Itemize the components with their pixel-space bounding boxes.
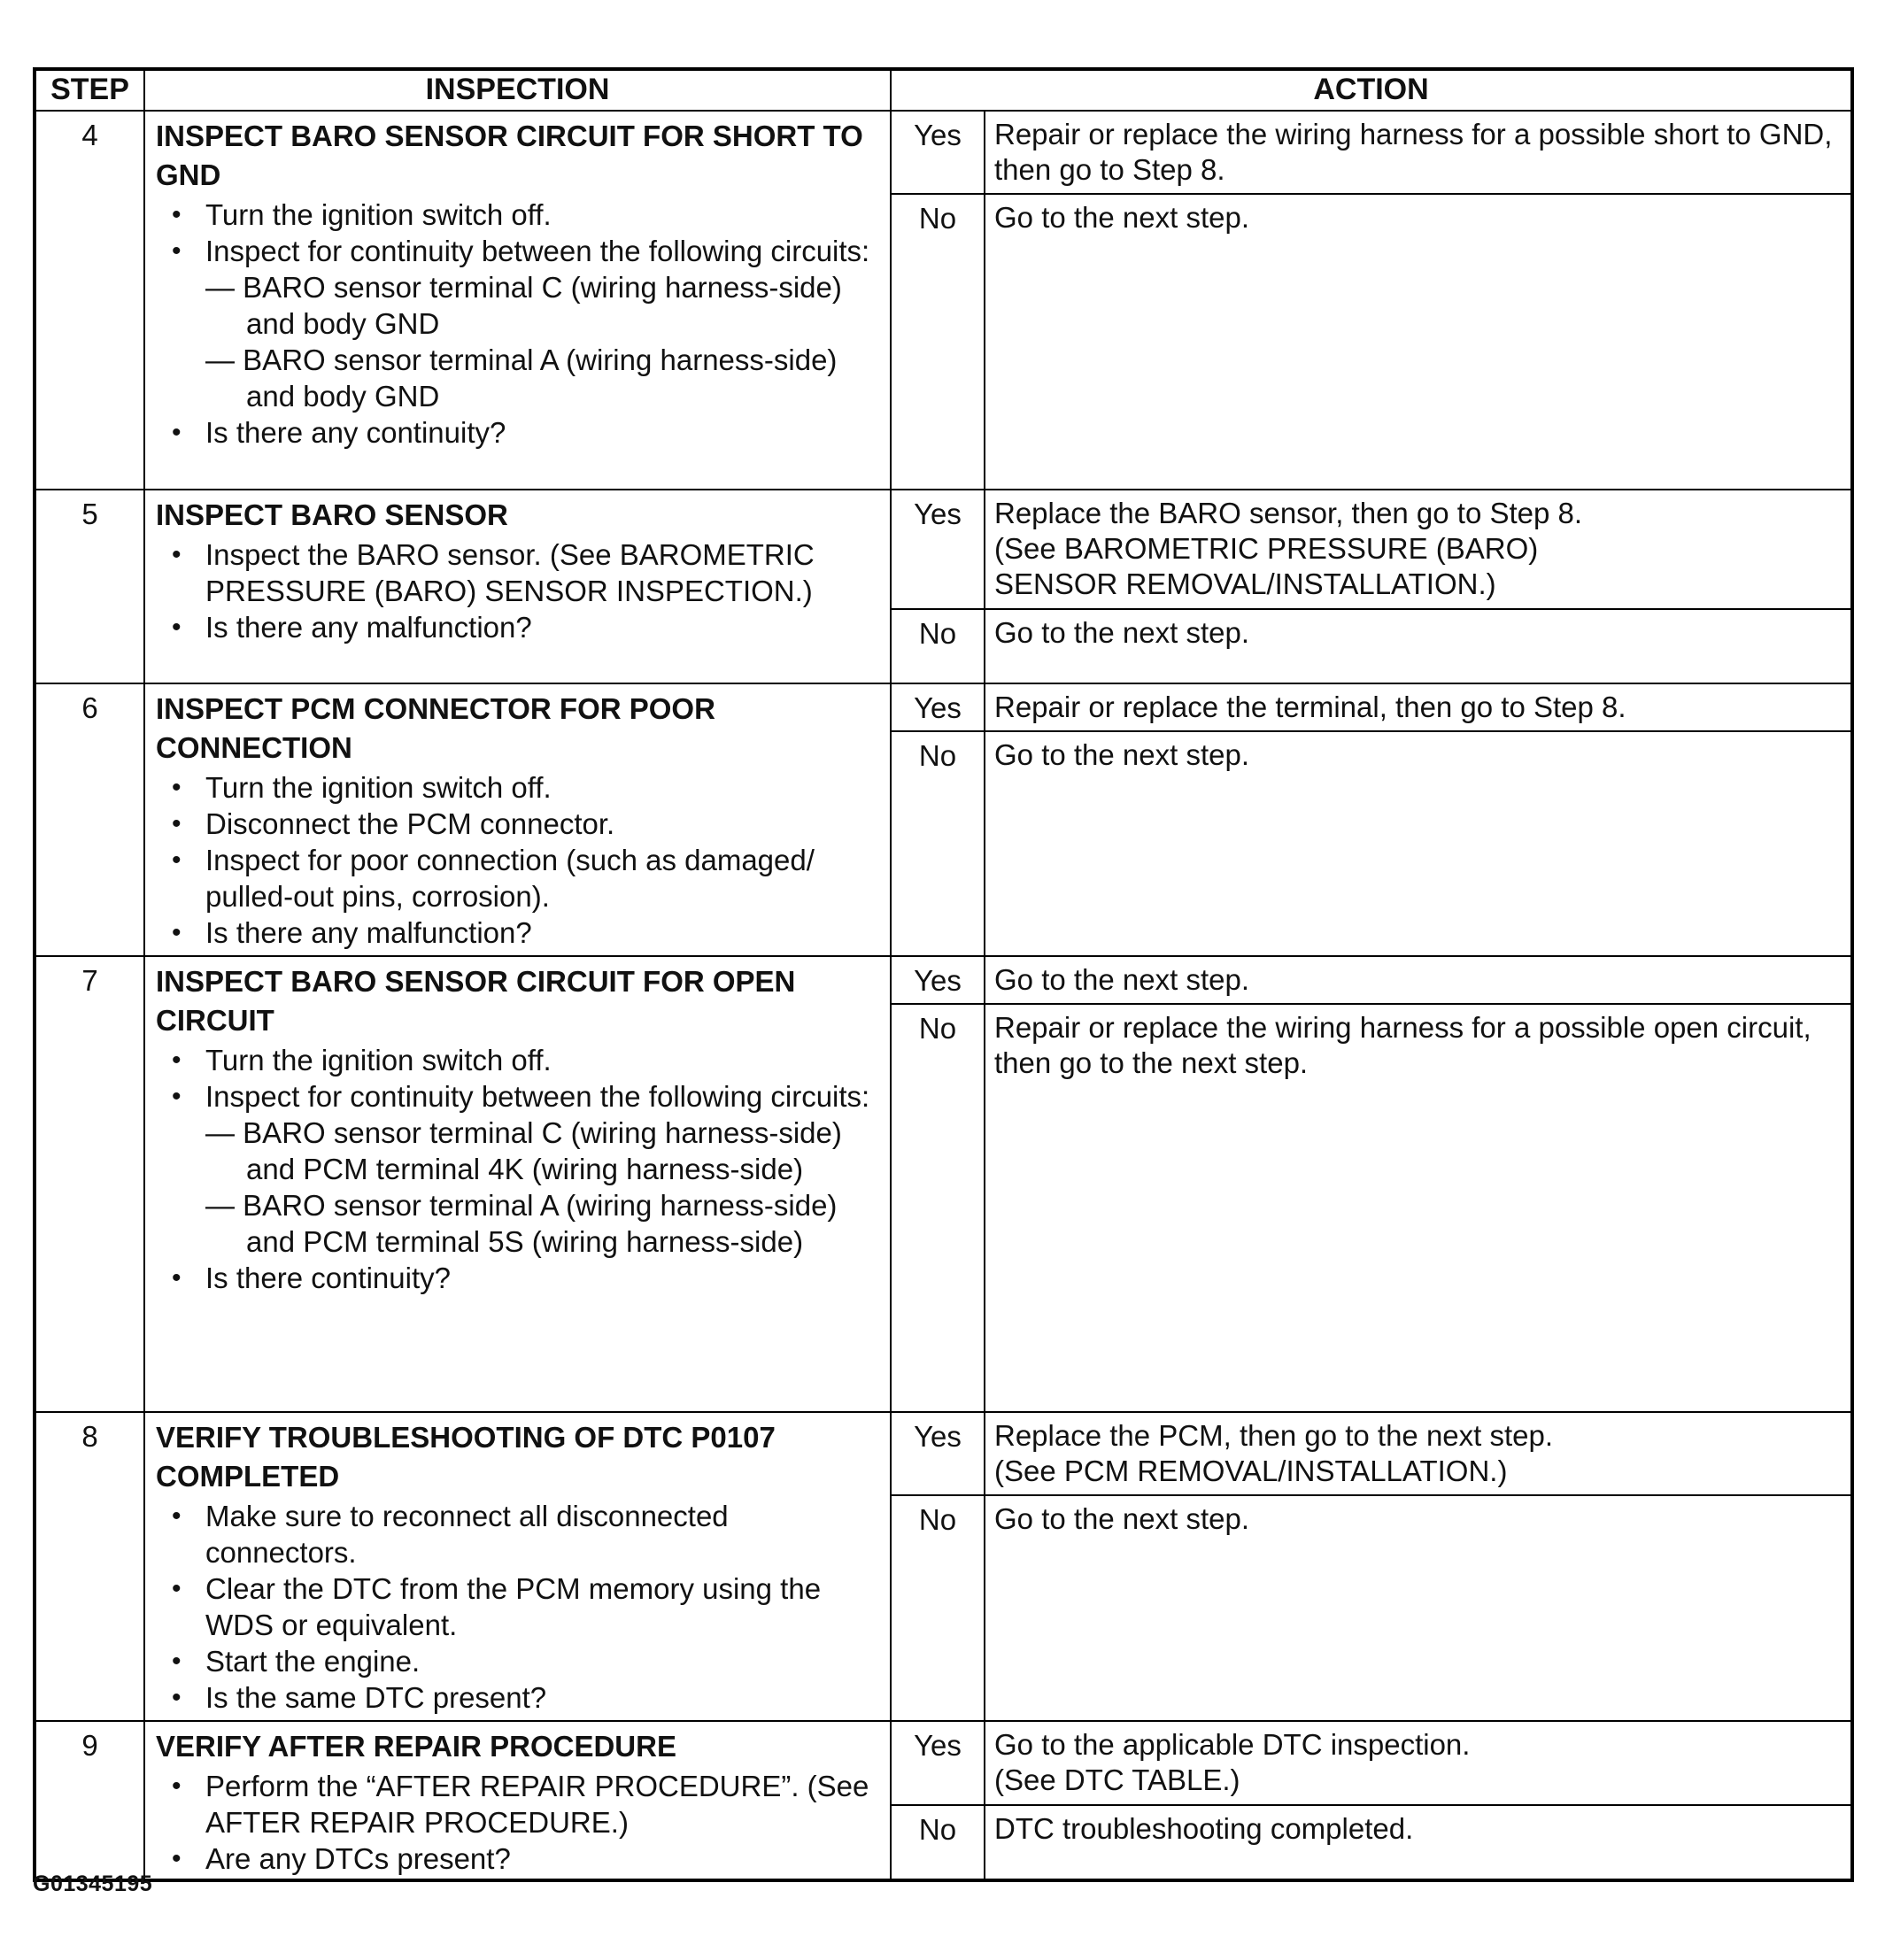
inspection-item: • Is there any malfunction? (156, 914, 885, 951)
inspection-item: • Is there any continuity? (156, 414, 885, 451)
inspection-list (156, 1498, 885, 1716)
yes-label: Yes (891, 1721, 985, 1805)
inspection-item: • Inspect for poor connection (such as damaged/ pulled-out pins, corrosion). (156, 842, 885, 914)
table-row (35, 683, 1852, 731)
inspection-item: • Are any DTCs present? (156, 1840, 885, 1877)
header-inspection: INSPECTION (144, 69, 891, 111)
inspection-list (156, 197, 885, 451)
action-text: Go to the next step. (994, 1502, 1250, 1535)
inspection-item: — BARO sensor terminal A (wiring harness-side) and PCM terminal 5S (wiring harness-side) (205, 1189, 838, 1258)
step-number: 6 (35, 683, 144, 956)
action-text: Go to the applicable DTC inspection. (994, 1728, 1471, 1761)
inspection-item: • Clear the DTC from the PCM memory using the WDS or equivalent. (156, 1570, 885, 1643)
table-row (35, 490, 1852, 609)
action-text: Go to the next step. (994, 201, 1250, 234)
inspection-item: • Inspect for continuity between the following circuits: (156, 233, 885, 269)
yes-action (985, 1721, 1852, 1805)
no-action (985, 731, 1852, 956)
yes-action (985, 683, 1852, 731)
action-text: Repair or replace the terminal, then go to Step 8. (994, 691, 1626, 723)
step-number: 4 (35, 111, 144, 490)
yes-action (985, 1412, 1852, 1495)
action-text: Go to the next step. (994, 738, 1250, 771)
no-action (985, 194, 1852, 490)
inspection-item: • Turn the ignition switch off. (156, 769, 885, 806)
no-label: No (891, 1495, 985, 1721)
action-text: Repair or replace the wiring harness for a possible short to GND, then go to Step 8. (994, 118, 1833, 186)
inspection-title: INSPECT BARO SENSOR (156, 498, 508, 531)
inspection-item: — BARO sensor terminal C (wiring harness-side) and PCM terminal 4K (wiring harness-side) (205, 1116, 842, 1185)
yes-label: Yes (891, 683, 985, 731)
inspection-item: • Make sure to reconnect all disconnected connectors. (156, 1498, 885, 1570)
inspection-list (156, 536, 885, 645)
yes-label: Yes (891, 956, 985, 1004)
inspection-item: • Turn the ignition switch off. (156, 1042, 885, 1078)
inspection-item: • Disconnect the PCM connector. (156, 806, 885, 842)
inspection-cell (144, 1412, 891, 1721)
dtc-troubleshooting-table (33, 67, 1854, 1882)
action-text: Replace the BARO sensor, then go to Step 8. (994, 497, 1583, 529)
action-text: Repair or replace the wiring harness for a possible open circuit, then go to the next step. (994, 1011, 1812, 1079)
no-action (985, 609, 1852, 683)
yes-label: Yes (891, 1412, 985, 1495)
action-text: (See DTC TABLE.) (994, 1763, 1240, 1796)
action-text: Go to the next step. (994, 616, 1250, 649)
table-row (35, 1412, 1852, 1495)
inspection-cell (144, 490, 891, 683)
action-text: (See PCM REMOVAL/INSTALLATION.) (994, 1455, 1508, 1487)
no-label: No (891, 609, 985, 683)
action-text: Go to the next step. (994, 963, 1250, 996)
no-label: No (891, 731, 985, 956)
yes-label: Yes (891, 111, 985, 194)
action-text: Replace the PCM, then go to the next step. (994, 1419, 1554, 1452)
step-number: 9 (35, 1721, 144, 1880)
inspection-list (156, 769, 885, 951)
inspection-title: INSPECT BARO SENSOR CIRCUIT FOR OPEN CIRCUIT (156, 965, 796, 1037)
yes-label: Yes (891, 490, 985, 609)
no-label: No (891, 194, 985, 490)
inspection-list (156, 1042, 885, 1296)
header-step: STEP (35, 69, 144, 111)
step-number: 5 (35, 490, 144, 683)
inspection-cell (144, 956, 891, 1412)
step-number: 8 (35, 1412, 144, 1721)
yes-action (985, 956, 1852, 1004)
inspection-item: • Is the same DTC present? (156, 1679, 885, 1716)
inspection-cell (144, 1721, 891, 1880)
inspection-list (156, 1768, 885, 1877)
inspection-item: • Inspect for continuity between the following circuits: (156, 1078, 885, 1115)
action-text: DTC troubleshooting completed. (994, 1812, 1414, 1846)
no-label: No (891, 1805, 985, 1880)
inspection-title: INSPECT PCM CONNECTOR FOR POOR CONNECTION (156, 692, 715, 764)
yes-action (985, 111, 1852, 194)
no-label: No (891, 1004, 985, 1412)
inspection-cell (144, 683, 891, 956)
no-action (985, 1004, 1852, 1412)
action-text: SENSOR REMOVAL/INSTALLATION.) (994, 567, 1496, 600)
no-action (985, 1805, 1852, 1880)
inspection-cell (144, 111, 891, 490)
step-number: 7 (35, 956, 144, 1412)
no-action (985, 1495, 1852, 1721)
inspection-item: — BARO sensor terminal C (wiring harness-side) and body GND (205, 271, 842, 340)
inspection-item: • Perform the “AFTER REPAIR PROCEDURE”. (See AFTER REPAIR PROCEDURE.) (156, 1768, 885, 1840)
table-row (35, 1721, 1852, 1805)
yes-action (985, 490, 1852, 609)
inspection-item: • Inspect the BARO sensor. (See BAROMETRIC PRESSURE (BARO) SENSOR INSPECTION.) (156, 536, 885, 609)
inspection-item: • Is there continuity? (156, 1260, 885, 1296)
inspection-item: • Is there any malfunction? (156, 609, 885, 645)
inspection-item: • Turn the ignition switch off. (156, 197, 885, 233)
inspection-item: • Start the engine. (156, 1643, 885, 1679)
inspection-title: VERIFY AFTER REPAIR PROCEDURE (156, 1730, 676, 1763)
figure-code: G01345195 (33, 1871, 153, 1896)
inspection-title: INSPECT BARO SENSOR CIRCUIT FOR SHORT TO GND (156, 120, 863, 191)
inspection-title: VERIFY TROUBLESHOOTING OF DTC P0107 COMPLETED (156, 1421, 776, 1493)
header-action: ACTION (891, 69, 1852, 111)
table-header-row (35, 69, 1852, 111)
action-text: (See BAROMETRIC PRESSURE (BARO) (994, 532, 1539, 565)
table-row (35, 956, 1852, 1004)
inspection-item: — BARO sensor terminal A (wiring harness-side) and body GND (205, 343, 838, 413)
table-row (35, 111, 1852, 194)
